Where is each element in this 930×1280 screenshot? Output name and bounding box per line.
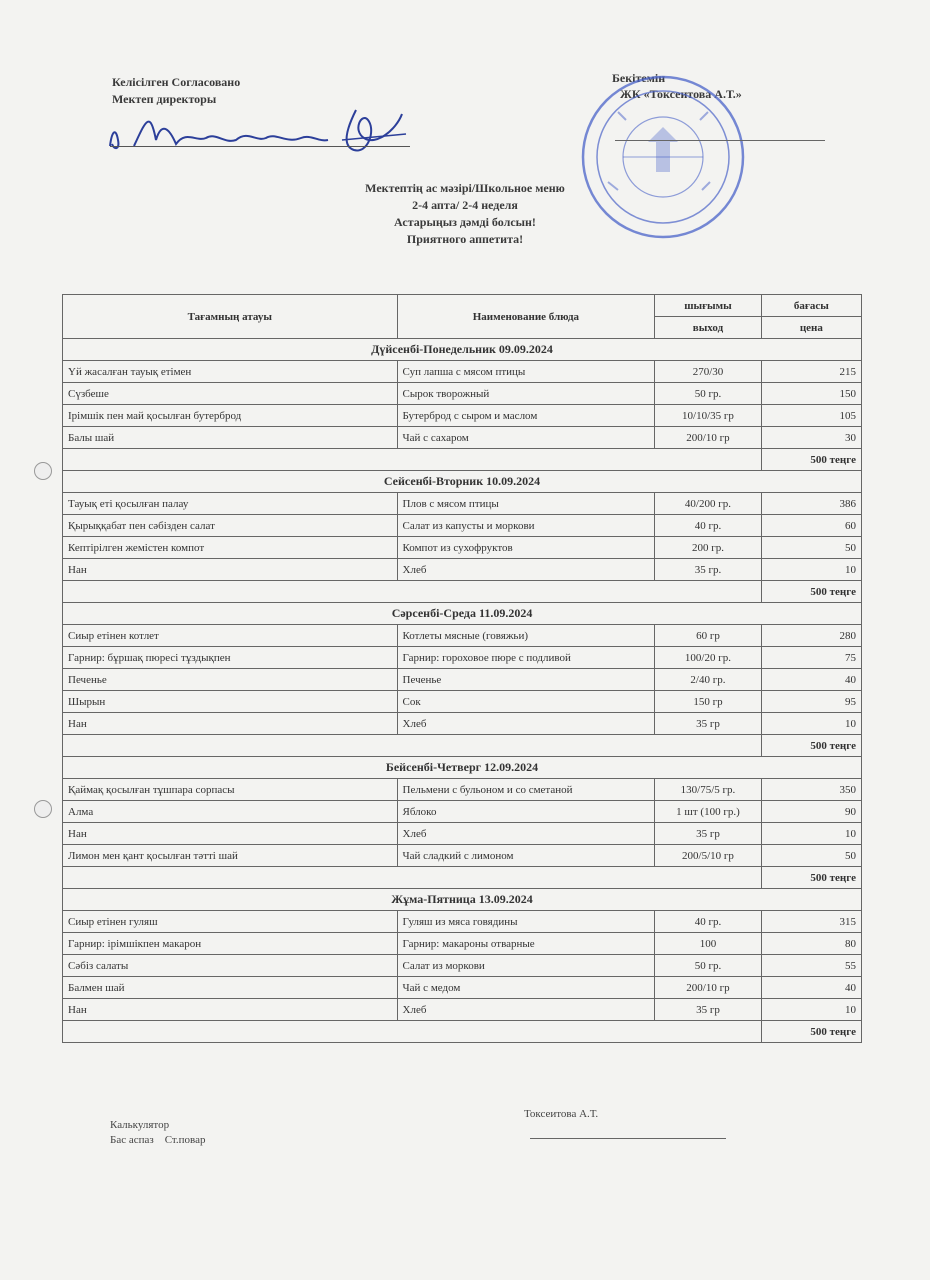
day-total-row	[63, 867, 862, 889]
dish-output: 40 гр.	[655, 515, 761, 537]
dish-price: 80	[761, 933, 861, 955]
day-total-row	[63, 735, 862, 757]
header-dish-kz: Тағамның атауы	[63, 295, 398, 339]
day-total: 500 теңге	[761, 449, 861, 471]
day-heading: Жұма-Пятница 13.09.2024	[63, 889, 862, 911]
dish-output: 40 гр.	[655, 911, 761, 933]
dish-price: 50	[761, 537, 861, 559]
day-row	[63, 889, 862, 911]
day-heading: Сәрсенбі-Среда 11.09.2024	[63, 603, 862, 625]
footer-calculator: Калькулятор	[110, 1119, 170, 1131]
approval-right-entity: ЖК «Токсеитова А.Т.»	[620, 87, 742, 101]
day-total-row	[63, 581, 862, 603]
header-price-kz: бағасы	[761, 295, 861, 317]
menu-body	[63, 339, 862, 1043]
dish-price: 10	[761, 823, 861, 845]
day-row	[63, 471, 862, 493]
menu-item-row	[63, 823, 862, 845]
menu-title: Мектептің ас мәзірі/Школьное меню	[365, 181, 565, 195]
dish-name-kz: Гарнир: бұршақ пюресі тұздықпен	[63, 647, 398, 669]
dish-price: 95	[761, 691, 861, 713]
total-spacer	[63, 1021, 762, 1043]
dish-name-ru: Печенье	[397, 669, 655, 691]
school-menu-table	[62, 294, 862, 1043]
dish-name-kz: Алма	[63, 801, 398, 823]
approval-left-position: Мектеп директоры	[112, 92, 217, 106]
menu-item-row	[63, 361, 862, 383]
menu-item-row	[63, 955, 862, 977]
menu-item-row	[63, 647, 862, 669]
header-output-kz: шығымы	[655, 295, 761, 317]
signature-line	[110, 146, 410, 147]
dish-name-ru: Суп лапша с мясом птицы	[397, 361, 655, 383]
dish-name-kz: Үй жасалған тауық етімен	[63, 361, 398, 383]
dish-price: 40	[761, 669, 861, 691]
footer-signatory: Токсеитова А.Т.	[524, 1108, 599, 1120]
dish-name-kz: Сиыр етінен котлет	[63, 625, 398, 647]
menu-item-row	[63, 559, 862, 581]
dish-name-kz: Нан	[63, 713, 398, 735]
dish-name-ru: Салат из моркови	[397, 955, 655, 977]
day-total: 500 теңге	[761, 867, 861, 889]
day-total-row	[63, 1021, 862, 1043]
day-total: 500 теңге	[761, 735, 861, 757]
dish-name-kz: Шырын	[63, 691, 398, 713]
director-signature	[106, 100, 416, 160]
day-heading: Сейсенбі-Вторник 10.09.2024	[63, 471, 862, 493]
dish-name-ru: Пельмени с бульоном и со сметаной	[397, 779, 655, 801]
dish-price: 150	[761, 383, 861, 405]
menu-item-row	[63, 383, 862, 405]
dish-price: 215	[761, 361, 861, 383]
dish-price: 350	[761, 779, 861, 801]
day-heading: Дүйсенбі-Понедельник 09.09.2024	[63, 339, 862, 361]
dish-name-ru: Гарнир: макароны отварные	[397, 933, 655, 955]
dish-name-kz: Тауық еті қосылған палау	[63, 493, 398, 515]
dish-price: 30	[761, 427, 861, 449]
dish-output: 50 гр.	[655, 383, 761, 405]
approval-right-title: Бекітемін	[612, 71, 666, 85]
menu-item-row	[63, 977, 862, 999]
dish-price: 60	[761, 515, 861, 537]
approval-left-title: Келісілген Согласовано	[112, 75, 241, 89]
dish-name-kz: Кептірілген жемістен компот	[63, 537, 398, 559]
dish-output: 35 гр	[655, 999, 761, 1021]
menu-item-row	[63, 911, 862, 933]
dish-output: 200/10 гр	[655, 427, 761, 449]
dish-name-kz: Гарнир: ірімшікпен макарон	[63, 933, 398, 955]
menu-item-row	[63, 405, 862, 427]
dish-price: 50	[761, 845, 861, 867]
dish-price: 40	[761, 977, 861, 999]
dish-output: 200 гр.	[655, 537, 761, 559]
menu-item-row	[63, 691, 862, 713]
total-spacer	[63, 735, 762, 757]
day-heading: Бейсенбі-Четверг 12.09.2024	[63, 757, 862, 779]
dish-name-kz: Нан	[63, 823, 398, 845]
dish-price: 105	[761, 405, 861, 427]
dish-name-kz: Лимон мен қант қосылған тәтті шай	[63, 845, 398, 867]
menu-item-row	[63, 427, 862, 449]
day-total: 500 теңге	[761, 1021, 861, 1043]
dish-name-ru: Хлеб	[397, 999, 655, 1021]
dish-name-kz: Печенье	[63, 669, 398, 691]
dish-output: 150 гр	[655, 691, 761, 713]
dish-name-kz: Балы шай	[63, 427, 398, 449]
dish-name-ru: Чай с сахаром	[397, 427, 655, 449]
dish-name-ru: Хлеб	[397, 713, 655, 735]
dish-price: 386	[761, 493, 861, 515]
dish-name-kz: Сүзбеше	[63, 383, 398, 405]
dish-name-kz: Қаймақ қосылған тұшпара сорпасы	[63, 779, 398, 801]
dish-output: 200/10 гр	[655, 977, 761, 999]
approval-line	[615, 140, 825, 141]
dish-name-ru: Хлеб	[397, 559, 655, 581]
dish-price: 315	[761, 911, 861, 933]
menu-item-row	[63, 537, 862, 559]
dish-price: 75	[761, 647, 861, 669]
dish-name-ru: Котлеты мясные (говяжьи)	[397, 625, 655, 647]
dish-name-kz: Ірімшік пен май қосылған бутерброд	[63, 405, 398, 427]
day-row	[63, 603, 862, 625]
dish-price: 90	[761, 801, 861, 823]
dish-output: 100	[655, 933, 761, 955]
dish-output: 50 гр.	[655, 955, 761, 977]
menu-item-row	[63, 933, 862, 955]
dish-name-kz: Қырыққабат пен сәбізден салат	[63, 515, 398, 537]
menu-item-row	[63, 713, 862, 735]
dish-name-ru: Хлеб	[397, 823, 655, 845]
total-spacer	[63, 449, 762, 471]
dish-name-ru: Яблоко	[397, 801, 655, 823]
dish-price: 55	[761, 955, 861, 977]
menu-title-block	[300, 180, 630, 248]
dish-output: 1 шт (100 гр.)	[655, 801, 761, 823]
dish-output: 10/10/35 гр	[655, 405, 761, 427]
dish-name-ru: Салат из капусты и моркови	[397, 515, 655, 537]
dish-output: 35 гр	[655, 713, 761, 735]
dish-output: 60 гр	[655, 625, 761, 647]
footer-signature-line	[530, 1138, 726, 1139]
dish-name-ru: Гарнир: гороховое пюре с подливой	[397, 647, 655, 669]
dish-name-kz: Балмен шай	[63, 977, 398, 999]
menu-item-row	[63, 779, 862, 801]
dish-output: 200/5/10 гр	[655, 845, 761, 867]
menu-item-row	[63, 999, 862, 1021]
dish-output: 2/40 гр.	[655, 669, 761, 691]
day-row	[63, 757, 862, 779]
dish-name-kz: Сиыр етінен гуляш	[63, 911, 398, 933]
menu-greeting-kz: Астарыңыз дәмді болсын!	[394, 215, 536, 229]
dish-price: 10	[761, 713, 861, 735]
menu-item-row	[63, 845, 862, 867]
dish-name-ru: Компот из сухофруктов	[397, 537, 655, 559]
dish-name-kz: Нан	[63, 559, 398, 581]
footer-chef: Бас аспаз Ст.повар	[110, 1134, 206, 1146]
dish-price: 10	[761, 559, 861, 581]
menu-item-row	[63, 669, 862, 691]
menu-item-row	[63, 515, 862, 537]
punch-hole	[34, 800, 52, 818]
dish-name-ru: Бутерброд с сыром и маслом	[397, 405, 655, 427]
dish-name-ru: Чай с медом	[397, 977, 655, 999]
day-total: 500 теңге	[761, 581, 861, 603]
menu-greeting-ru: Приятного аппетита!	[406, 232, 524, 246]
dish-name-ru: Чай сладкий с лимоном	[397, 845, 655, 867]
day-row	[63, 339, 862, 361]
dish-output: 35 гр	[655, 823, 761, 845]
dish-name-ru: Сырок творожный	[397, 383, 655, 405]
dish-output: 35 гр.	[655, 559, 761, 581]
dish-name-kz: Нан	[63, 999, 398, 1021]
footer-left-block	[110, 1118, 205, 1148]
header-output-ru: выход	[655, 317, 761, 339]
dish-name-ru: Сок	[397, 691, 655, 713]
dish-output: 40/200 гр.	[655, 493, 761, 515]
dish-output: 100/20 гр.	[655, 647, 761, 669]
total-spacer	[63, 867, 762, 889]
menu-week: 2-4 апта/ 2-4 неделя	[412, 198, 518, 212]
menu-item-row	[63, 625, 862, 647]
dish-name-ru: Плов с мясом птицы	[397, 493, 655, 515]
dish-name-kz: Сәбіз салаты	[63, 955, 398, 977]
dish-name-ru: Гуляш из мяса говядины	[397, 911, 655, 933]
punch-hole	[34, 462, 52, 480]
dish-output: 270/30	[655, 361, 761, 383]
day-total-row	[63, 449, 862, 471]
menu-item-row	[63, 493, 862, 515]
dish-output: 130/75/5 гр.	[655, 779, 761, 801]
menu-item-row	[63, 801, 862, 823]
dish-price: 280	[761, 625, 861, 647]
dish-price: 10	[761, 999, 861, 1021]
header-price-ru: цена	[761, 317, 861, 339]
header-dish-ru: Наименование блюда	[397, 295, 655, 339]
total-spacer	[63, 581, 762, 603]
